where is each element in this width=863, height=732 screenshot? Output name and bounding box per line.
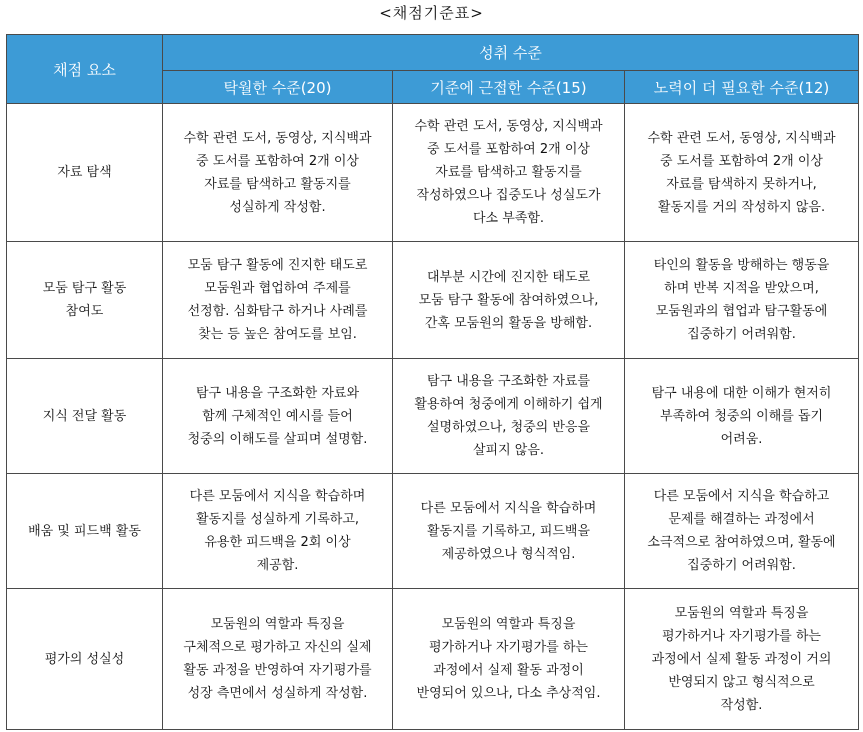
row-element: 자료 탐색 xyxy=(7,104,163,242)
cell-text-line: 수학 관련 도서, 동영상, 지식백과 xyxy=(647,130,836,146)
table-row xyxy=(7,589,859,730)
cell-approaching xyxy=(393,474,625,589)
cell-text-line: 집중하기 어려워함. xyxy=(687,327,796,342)
cell-text-line: 모둠 탐구 활동에 참여하였으나, xyxy=(418,292,599,308)
cell-needs-effort xyxy=(625,242,859,359)
cell-excellent xyxy=(163,242,393,359)
cell-text-line: 집중하기 어려워함. xyxy=(687,558,796,573)
cell-needs-effort xyxy=(625,359,859,474)
cell-text-line: 선정함. 심화탐구 하거나 사례를 xyxy=(187,304,368,319)
cell-text-line: 활동지를 성실하게 기록하고, xyxy=(195,512,360,527)
cell-text-line: 모둠원의 역할과 특징을 xyxy=(210,617,345,632)
cell-excellent xyxy=(163,104,393,242)
cell-needs-effort xyxy=(625,474,859,589)
row-element: 지식 전달 활동 xyxy=(7,359,163,474)
cell-text-line: 자료를 탐색하지 못하거나, xyxy=(666,176,817,192)
cell-excellent xyxy=(163,474,393,589)
cell-text-line: 하며 반복 지적을 받았으며, xyxy=(664,281,819,296)
row-element: 배움 및 피드백 활동 xyxy=(7,474,163,589)
cell-text-line: 수학 관련 도서, 동영상, 지식백과 xyxy=(183,130,372,146)
row-element: 평가의 성실성 xyxy=(7,589,163,730)
cell-text-line: 모둠원과의 협업과 탐구활동에 xyxy=(655,304,828,319)
table-row xyxy=(7,474,859,589)
row-element xyxy=(7,242,163,359)
table-row xyxy=(7,242,859,359)
cell-text-line: 평가하거나 자기평가를 하는 xyxy=(429,640,588,655)
cell-text-line: 활동지를 거의 작성하지 않음. xyxy=(657,199,826,215)
cell-text-line: 청중의 이해도를 살피며 설명함. xyxy=(187,431,368,447)
cell-text-line: 과정에서 실제 활동 과정이 xyxy=(433,663,584,678)
cell-text-line: 모둠 탐구 활동 xyxy=(42,281,127,296)
cell-text-line: 작성하였으나 집중도나 성실도가 xyxy=(416,188,601,203)
cell-text-line: 성장 측면에서 성실하게 작성함. xyxy=(187,686,368,701)
cell-text-line: 참여도 xyxy=(65,304,104,319)
cell-text-line: 중 도서를 포함하여 2개 이상 xyxy=(427,142,590,157)
cell-needs-effort xyxy=(625,104,859,242)
cell-text-line: 성실하게 작성함. xyxy=(229,199,326,215)
cell-text-line: 다른 모둠에서 지식을 학습하며 xyxy=(189,489,366,504)
cell-text-line: 탐구 내용을 구조화한 자료를 xyxy=(426,374,591,389)
cell-text-line: 반영되지 않고 형식적으로 xyxy=(668,674,815,690)
cell-text-line: 평가하거나 자기평가를 하는 xyxy=(662,628,821,644)
cell-approaching xyxy=(393,242,625,359)
cell-text-line: 유용한 피드백을 2회 이상 xyxy=(204,535,351,550)
cell-approaching xyxy=(393,104,625,242)
cell-excellent xyxy=(163,589,393,730)
cell-text-line: 탐구 내용에 대한 이해가 현저히 xyxy=(651,385,832,401)
cell-text-line: 함께 구체적인 예시를 들어 xyxy=(202,408,353,424)
cell-text-line: 자료를 탐색하고 활동지를 xyxy=(204,176,351,192)
cell-text-line: 모둠원의 역할과 특징을 xyxy=(674,605,809,621)
header-element: 채점 요소 xyxy=(7,35,163,104)
cell-text-line: 간혹 모둠원의 활동을 방해함. xyxy=(424,315,593,331)
cell-text-line: 수학 관련 도서, 동영상, 지식백과 xyxy=(414,119,603,134)
header-achievement-level: 성취 수준 xyxy=(163,35,859,71)
cell-approaching xyxy=(393,589,625,730)
cell-text-line: 부족하여 청중의 이해를 돕기 xyxy=(659,408,824,424)
cell-text-line: 제공함. xyxy=(256,558,299,573)
header-level-approaching: 기준에 근접한 수준(15) xyxy=(393,71,625,104)
cell-text-line: 다른 모둠에서 지식을 학습하고 xyxy=(653,489,830,504)
cell-text-line: 문제를 해결하는 과정에서 xyxy=(668,512,815,527)
cell-text-line: 자료를 탐색하고 활동지를 xyxy=(435,165,582,180)
cell-text-line: 소극적으로 참여하였으며, 활동에 xyxy=(647,535,836,550)
table-caption: <채점기준표> xyxy=(379,4,484,22)
cell-needs-effort xyxy=(625,589,859,730)
cell-text-line: 살피지 않음. xyxy=(472,443,545,458)
cell-text-line: 모둠 탐구 활동에 진지한 태도로 xyxy=(187,258,368,273)
table-row xyxy=(7,359,859,474)
cell-text-line: 다른 모둠에서 지식을 학습하며 xyxy=(420,500,597,516)
cell-text-line: 활용하여 청중에게 이해하기 쉽게 xyxy=(414,397,603,412)
cell-text-line: 타인의 활동을 방해하는 행동을 xyxy=(653,258,830,273)
cell-text-line: 모둠원의 역할과 특징을 xyxy=(441,617,576,632)
header-level-needs-effort: 노력이 더 필요한 수준(12) xyxy=(625,71,859,104)
rubric-table xyxy=(6,34,859,730)
cell-excellent xyxy=(163,359,393,474)
cell-text-line: 모둠원과 협업하여 주제를 xyxy=(204,281,351,296)
cell-text-line: 대부분 시간에 진지한 태도로 xyxy=(426,269,591,285)
cell-text-line: 활동 과정을 반영하여 자기평가를 xyxy=(183,663,372,678)
cell-text-line: 중 도서를 포함하여 2개 이상 xyxy=(660,153,823,169)
cell-text-line: 과정에서 실제 활동 과정이 거의 xyxy=(651,651,832,667)
cell-text-line: 설명하였으나, 청중의 반응을 xyxy=(426,420,591,435)
cell-text-line: 활동지를 기록하고, 피드백을 xyxy=(426,523,591,539)
header-level-excellent: 탁월한 수준(20) xyxy=(163,71,393,104)
cell-text-line: 찾는 등 높은 참여도를 보임. xyxy=(198,327,357,342)
cell-text-line: 다소 부족함. xyxy=(472,211,545,226)
table-row xyxy=(7,104,859,242)
cell-approaching xyxy=(393,359,625,474)
cell-text-line: 탐구 내용을 구조화한 자료와 xyxy=(195,385,360,401)
cell-text-line: 작성함. xyxy=(720,697,763,713)
cell-text-line: 어려움. xyxy=(720,431,763,447)
cell-text-line: 중 도서를 포함하여 2개 이상 xyxy=(196,153,359,169)
cell-text-line: 구체적으로 평가하고 자신의 실제 xyxy=(183,640,372,655)
cell-text-line: 반영되어 있으나, 다소 추상적임. xyxy=(416,686,601,701)
cell-text-line: 제공하였으나 형식적임. xyxy=(441,546,576,562)
